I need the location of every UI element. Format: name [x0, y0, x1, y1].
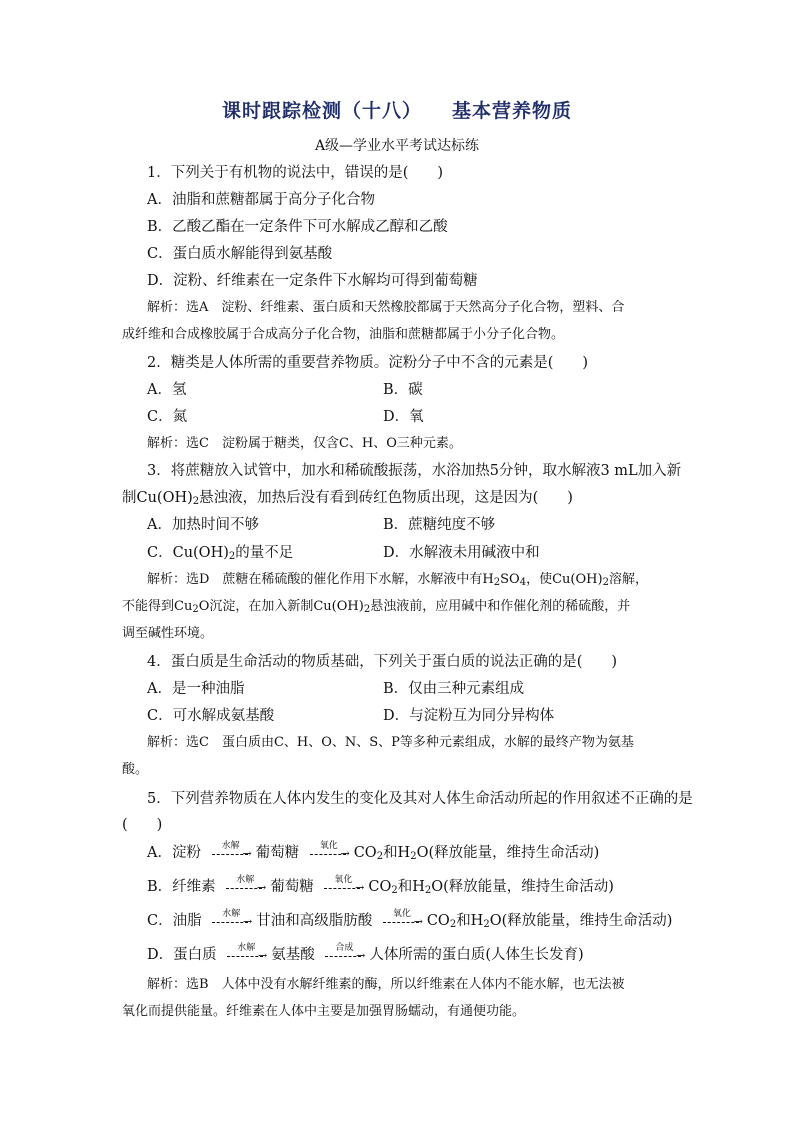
- option-text: 和H: [397, 879, 425, 895]
- subscript: 2: [483, 919, 490, 930]
- exp-text: 解析：选D 蔗糖在稀硫酸的催化作用下水解，水解液中有H: [147, 572, 494, 587]
- arrow-label: 水解: [221, 841, 240, 851]
- synthesis-arrow-icon: 合成 →: [321, 946, 367, 964]
- q5-option-c: [147, 911, 672, 931]
- subscript: 2: [192, 604, 199, 615]
- q4-option-b: B．仅由三种元素组成: [383, 681, 525, 697]
- arrow-label: 氧化: [392, 909, 411, 919]
- q3-option-d: D．水解液未用碱液中和: [383, 545, 540, 561]
- q1-explanation-line2: 成纤维和合成橡胶属于合成高分子化合物，油脂和蔗糖都属于小分子化合物。: [122, 327, 565, 342]
- arrow-label: 水解: [236, 875, 255, 885]
- oxidation-arrow-icon: 氧化 →: [379, 912, 425, 930]
- q5-explanation-line2: 氧化而提供能量。纤维素在人体中主要是加强胃肠蠕动，有通便功能。: [122, 1004, 526, 1019]
- exp-text: 悬浊液前，应用碱中和作催化剂的稀硫酸，并: [370, 599, 631, 614]
- q4-explanation: [122, 729, 678, 783]
- exp-text: 溶解，: [608, 572, 648, 587]
- q5-explanation-line1: 解析：选B 人体中没有水解纤维素的酶，所以纤维素在人体内不能水解，也无法被: [147, 977, 625, 992]
- q5-option-d: [147, 945, 584, 965]
- subscript: 2: [602, 577, 609, 588]
- q5-stem-line2: ( ): [122, 817, 163, 833]
- subscript: 4: [519, 577, 527, 588]
- q1-explanation: [122, 294, 678, 348]
- subscript: 2: [424, 885, 432, 896]
- q3-explanation-line2: [122, 593, 678, 620]
- option-text: 和H: [456, 913, 484, 929]
- subscript: 2: [449, 919, 457, 930]
- q3-stem-line2: [122, 488, 573, 508]
- q5-option-a: [147, 843, 599, 863]
- arrow-label: 氧化: [319, 841, 338, 851]
- q4-explanation-line2: 酸。: [122, 762, 149, 777]
- q1-stem: 1．下列关于有机物的说法中，错误的是( ): [147, 165, 444, 181]
- option-text: CO: [353, 845, 377, 861]
- q3-option-c: [147, 543, 293, 563]
- option-text: O(释放能量，维持生命活动): [416, 845, 600, 861]
- subscript: 2: [493, 577, 501, 588]
- option-text: CO: [368, 879, 392, 895]
- q4-option-d: D．与淀粉互为同分异构体: [383, 708, 555, 724]
- option-text: D．蛋白质: [147, 947, 217, 963]
- q4-option-c: C．可水解成氨基酸: [147, 708, 275, 724]
- subscript: 2: [391, 885, 398, 896]
- q2-stem: 2．糖类是人体所需的重要营养物质。淀粉分子中不含的元素是( ): [147, 355, 589, 371]
- q3-stem-text: 悬浊液，加热后没有看到砖红色物质出现，这是因为( ): [199, 490, 573, 506]
- exp-text: SO: [500, 572, 520, 587]
- q2-option-a: A．氢: [147, 382, 187, 398]
- q3-stem-text: 制Cu(OH): [122, 490, 193, 506]
- option-text: 人体所需的蛋白质(人体生长发育): [369, 947, 584, 963]
- title-topic: 基本营养物质: [452, 100, 573, 122]
- q2-explanation: [122, 430, 678, 457]
- q4-option-a: A．是一种油脂: [147, 681, 245, 697]
- q1-option-c: C．蛋白质水解能得到氨基酸: [147, 246, 333, 262]
- q3-explanation: [122, 566, 678, 647]
- option-text: CO: [426, 913, 450, 929]
- option-text: 葡萄糖: [270, 879, 314, 895]
- subscript: 2: [192, 496, 200, 507]
- arrow-label: 水解: [222, 909, 241, 919]
- page-title: [0, 96, 794, 123]
- title-main: 课时跟踪检测（十八）: [221, 100, 422, 122]
- option-text: O(释放能量，维持生命活动): [431, 879, 614, 895]
- q3-explanation-line1: [122, 566, 678, 593]
- oxidation-arrow-icon: 氧化 →: [306, 844, 352, 862]
- exp-text: ，使Cu(OH): [526, 572, 603, 587]
- q2-option-c: C．氮: [147, 409, 188, 425]
- q3-option-b: B．蔗糖纯度不够: [383, 517, 496, 533]
- q2-option-d: D．氧: [383, 409, 424, 425]
- subscript: 2: [228, 551, 236, 562]
- q1-option-d: D．淀粉、纤维素在一定条件下水解均可得到葡萄糖: [147, 273, 478, 289]
- option-text: 氨基酸: [271, 947, 315, 963]
- q3-stem-line1: 3．将蔗糖放入试管中，加水和稀硫酸振荡，水浴加热5分钟，取水解液3 mL加入新: [147, 463, 682, 479]
- option-text: 和H: [383, 845, 411, 861]
- q3-explanation-line3: 调至碱性环境。: [122, 626, 214, 641]
- hydrolysis-arrow-icon: 水解 →: [223, 946, 269, 964]
- q3-option-c-text: 的量不足: [235, 545, 294, 561]
- arrow-label: 合成: [335, 943, 354, 953]
- hydrolysis-arrow-icon: 水解 →: [208, 912, 254, 930]
- subscript: 2: [363, 604, 371, 615]
- hydrolysis-arrow-icon: 水解 →: [208, 844, 254, 862]
- option-text: 甘油和高级脂肪酸: [256, 913, 373, 929]
- oxidation-arrow-icon: 氧化 →: [320, 878, 366, 896]
- subscript: 2: [410, 851, 417, 862]
- q2-explanation-line1: 解析：选C 淀粉属于糖类，仅含C、H、O三种元素。: [147, 436, 462, 451]
- q3-option-c-text: C．Cu(OH): [147, 545, 229, 561]
- option-text: A．淀粉: [147, 845, 201, 861]
- option-text: O(释放能量，维持生命活动): [489, 913, 673, 929]
- q2-option-b: B．碳: [383, 382, 423, 398]
- q5-stem-line1: 5．下列营养物质在人体内发生的变化及其对人体生命活动所起的作用叙述不正确的是: [147, 791, 693, 807]
- exp-text: O沉淀，在加入新制Cu(OH): [198, 599, 364, 614]
- section-heading: A级—学业水平考试达标练: [314, 138, 480, 154]
- exp-text: 不能得到Cu: [122, 599, 193, 614]
- q5-explanation: [122, 971, 678, 1025]
- q1-explanation-line1: 解析：选A 淀粉、纤维素、蛋白质和天然橡胶都属于天然高分子化合物，塑料、合: [147, 300, 625, 315]
- q4-stem: 4．蛋白质是生命活动的物质基础，下列关于蛋白质的说法正确的是( ): [147, 654, 618, 670]
- q1-option-a: A．油脂和蔗糖都属于高分子化合物: [147, 192, 375, 208]
- option-text: 葡萄糖: [255, 845, 300, 861]
- q5-option-b: [147, 877, 614, 897]
- q3-option-a: A．加热时间不够: [147, 517, 259, 533]
- q1-option-b: B．乙酸乙酯在一定条件下可水解成乙醇和乙酸: [147, 219, 448, 235]
- option-text: C．油脂: [147, 913, 202, 929]
- q4-explanation-line1: 解析：选C 蛋白质由C、H、O、N、S、P等多种元素组成，水解的最终产物为氨基: [147, 735, 634, 750]
- subscript: 2: [376, 851, 384, 862]
- hydrolysis-arrow-icon: 水解 →: [222, 878, 268, 896]
- arrow-label: 氧化: [334, 875, 353, 885]
- option-text: B．纤维素: [147, 879, 216, 895]
- arrow-label: 水解: [237, 943, 256, 953]
